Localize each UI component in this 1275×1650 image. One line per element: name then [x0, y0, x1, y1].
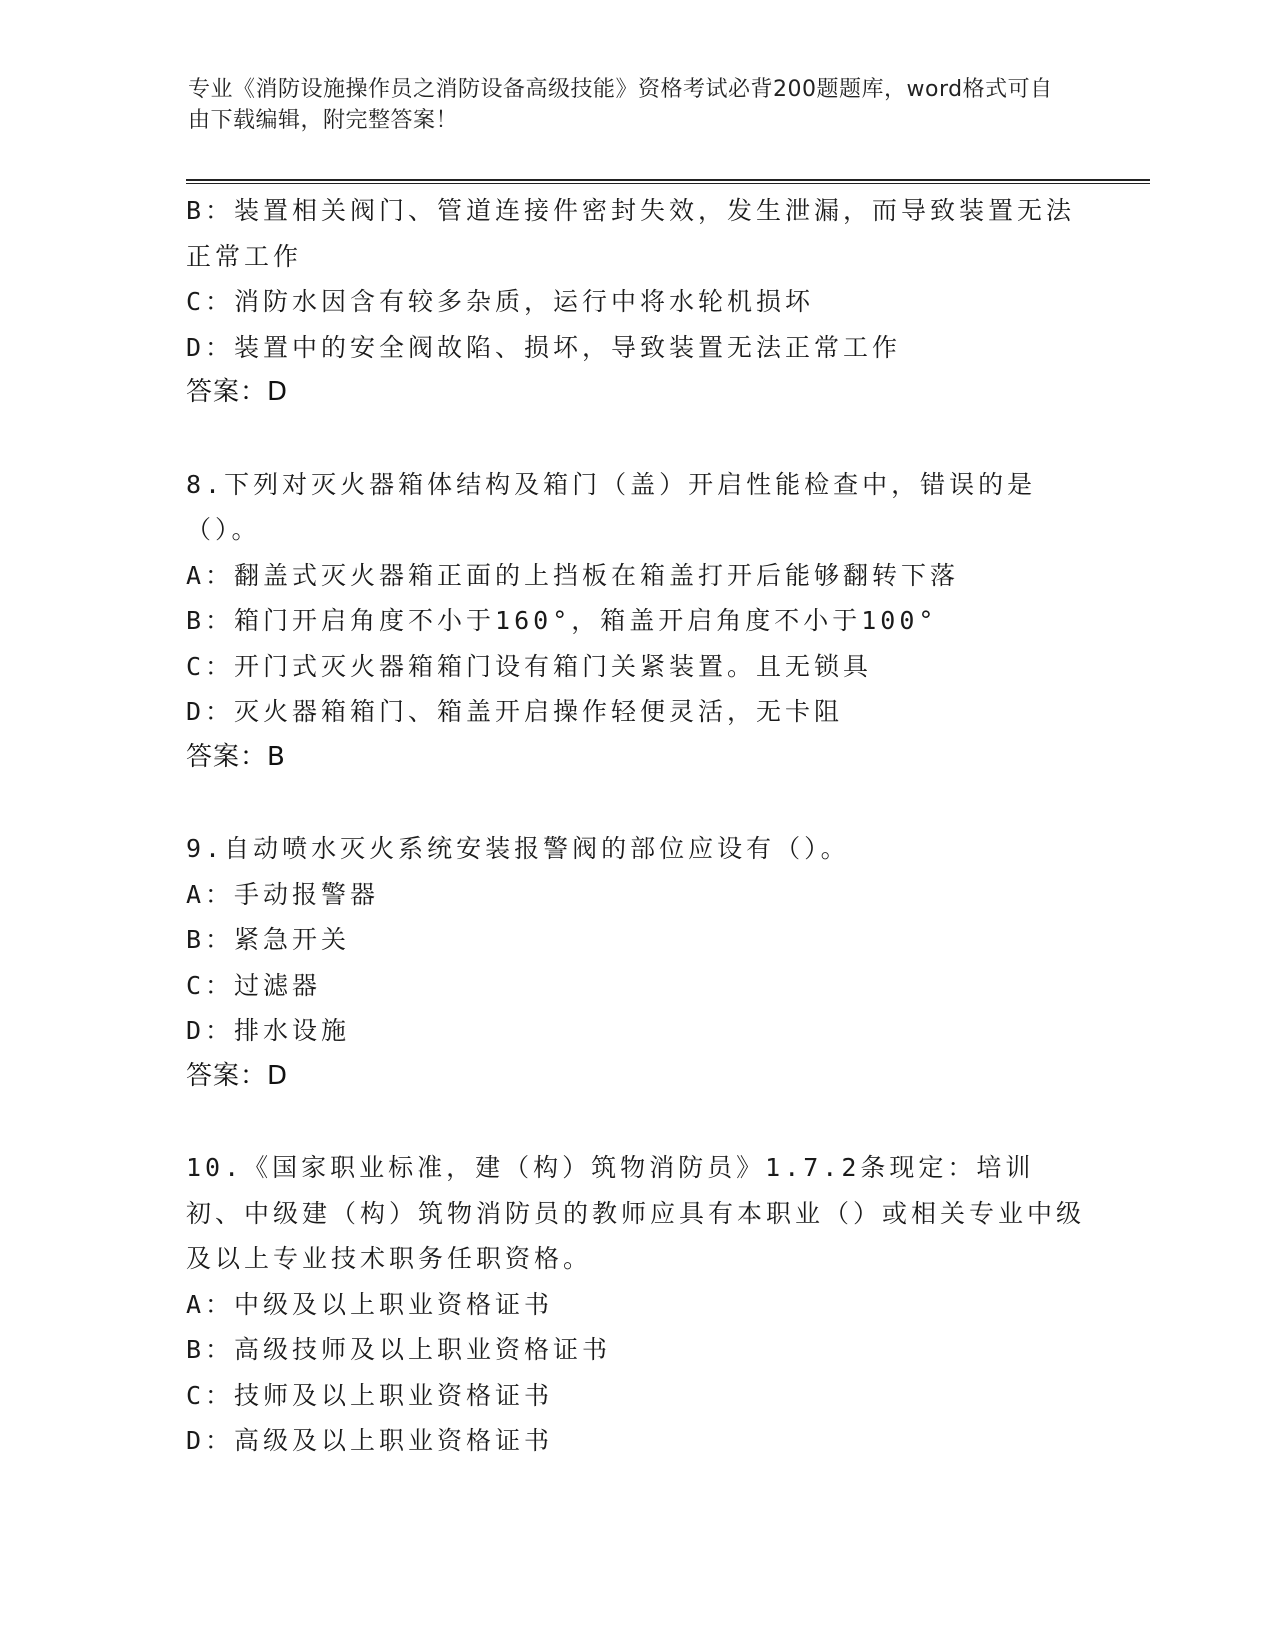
answer: 答案：D	[186, 377, 289, 407]
option-d: D：装置中的安全阀故陷、损坏，导致装置无法正常工作	[186, 332, 902, 362]
option-c: C：消防水因含有较多杂质，运行中将水轮机损坏	[186, 287, 815, 316]
option-b: B：紧急开关	[186, 925, 351, 954]
header-divider	[186, 179, 1150, 184]
option-d: D：排水设施	[186, 1016, 351, 1045]
option-d: D：高级及以上职业资格证书	[186, 1426, 554, 1455]
question-text: 8.下列对灭火器箱体结构及箱门（盖）开启性能检查中，错误的是（）。	[186, 469, 1037, 544]
question-9	[186, 826, 1086, 1099]
option-b: B：高级技师及以上职业资格证书	[186, 1335, 612, 1364]
option-a: A：翻盖式灭火器箱正面的上挡板在箱盖打开后能够翻转下落	[186, 560, 960, 590]
option-a: A：手动报警器	[186, 879, 380, 909]
option-d: D：灭火器箱箱门、箱盖开启操作轻便灵活，无卡阻	[186, 697, 844, 726]
answer: 答案：D	[186, 1060, 289, 1091]
option-c: C：技师及以上职业资格证书	[186, 1380, 554, 1410]
question-7-tail	[186, 188, 1086, 416]
question-8	[186, 462, 1086, 781]
option-b: B：装置相关阀门、管道连接件密封失效，发生泄漏，而导致装置无法正常工作	[186, 196, 1076, 271]
answer: 答案：B	[186, 741, 286, 772]
document-body	[186, 188, 1086, 1464]
option-c: C：过滤器	[186, 970, 322, 1000]
question-text: 9.自动喷水灭火系统安装报警阀的部位应设有（）。	[186, 834, 850, 863]
option-a: A：中级及以上职业资格证书	[186, 1289, 554, 1319]
option-c: C：开门式灭火器箱箱门设有箱门关紧装置。且无锁具	[186, 651, 873, 681]
question-10	[186, 1145, 1086, 1464]
question-text: 10.《国家职业标准，建（构）筑物消防员》1.7.2条现定：培训初、中级建（构）筑物消防员的教师应具有本职业（）或相关专业中级及以上专业技术职务任职资格。	[186, 1153, 1086, 1273]
document-header: 专业《消防设施操作员之消防设备高级技能》资格考试必背200题题库，word格式可自由下载编辑，附完整答案！	[188, 77, 1053, 133]
option-b: B：箱门开启角度不小于160°，箱盖开启角度不小于100°	[186, 606, 938, 635]
